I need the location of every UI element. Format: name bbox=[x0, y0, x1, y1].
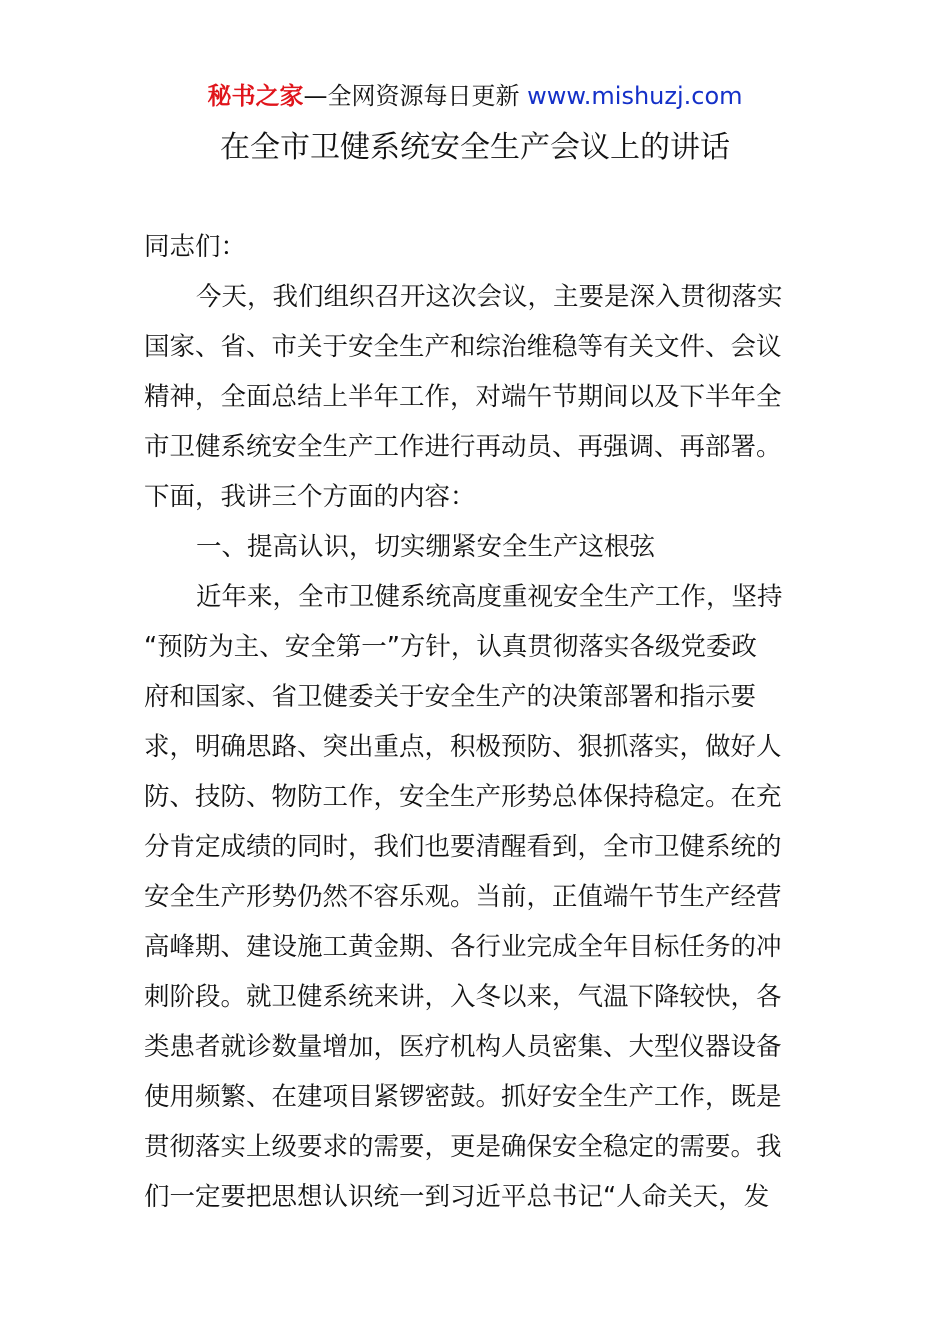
paragraph-line: 高峰期、建设施工黄金期、各行业完成全年目标任务的冲 bbox=[144, 932, 782, 962]
paragraph-line: 下面，我讲三个方面的内容： bbox=[144, 482, 476, 512]
paragraph-line: 府和国家、省卫健委关于安全生产的决策部署和指示要 bbox=[144, 682, 757, 712]
salutation: 同志们： bbox=[144, 232, 247, 262]
paragraph-line: 求，明确思路、突出重点，积极预防、狠抓落实，做好人 bbox=[144, 732, 782, 762]
paragraph-line: 防、技防、物防工作，安全生产形势总体保持稳定。在充 bbox=[144, 782, 782, 812]
site-brand: 秘书之家 bbox=[207, 82, 304, 110]
paragraph-line: 近年来，全市卫健系统高度重视安全生产工作，坚持 bbox=[196, 582, 783, 612]
site-tagline: —全网资源每日更新 bbox=[303, 82, 528, 110]
document-body bbox=[144, 222, 808, 1222]
paragraph-line: 国家、省、市关于安全生产和综治维稳等有关文件、会议 bbox=[144, 332, 782, 362]
paragraph-line: 贯彻落实上级要求的需要，更是确保安全稳定的需要。我 bbox=[144, 1132, 782, 1162]
paragraph-line: 精神，全面总结上半年工作，对端午节期间以及下半年全 bbox=[144, 382, 782, 412]
paragraph-line: 安全生产形势仍然不容乐观。当前，正值端午节生产经营 bbox=[144, 882, 782, 912]
paragraph-line: 们一定要把思想认识统一到习近平总书记“人命关天，发 bbox=[144, 1182, 770, 1212]
paragraph-line: 类患者就诊数量增加，医疗机构人员密集、大型仪器设备 bbox=[144, 1032, 782, 1062]
paragraph-line: 市卫健系统安全生产工作进行再动员、再强调、再部署。 bbox=[144, 432, 782, 462]
paragraph-line: 分肯定成绩的同时，我们也要清醒看到，全市卫健系统的 bbox=[144, 832, 782, 862]
paragraph-line: 刺阶段。就卫健系统来讲，入冬以来，气温下降较快，各 bbox=[144, 982, 782, 1012]
paragraph-line: 今天，我们组织召开这次会议，主要是深入贯彻落实 bbox=[196, 282, 783, 312]
section-heading: 一、提高认识，切实绷紧安全生产这根弦 bbox=[196, 532, 656, 562]
site-url-link[interactable]: www.mishuzj.com bbox=[527, 82, 743, 110]
site-header bbox=[0, 80, 950, 112]
paragraph-line: 使用频繁、在建项目紧锣密鼓。抓好安全生产工作，既是 bbox=[144, 1082, 782, 1112]
paragraph-line: “预防为主、安全第一”方针，认真贯彻落实各级党委政 bbox=[144, 632, 757, 662]
document-title: 在全市卫健系统安全生产会议上的讲话 bbox=[220, 130, 730, 165]
